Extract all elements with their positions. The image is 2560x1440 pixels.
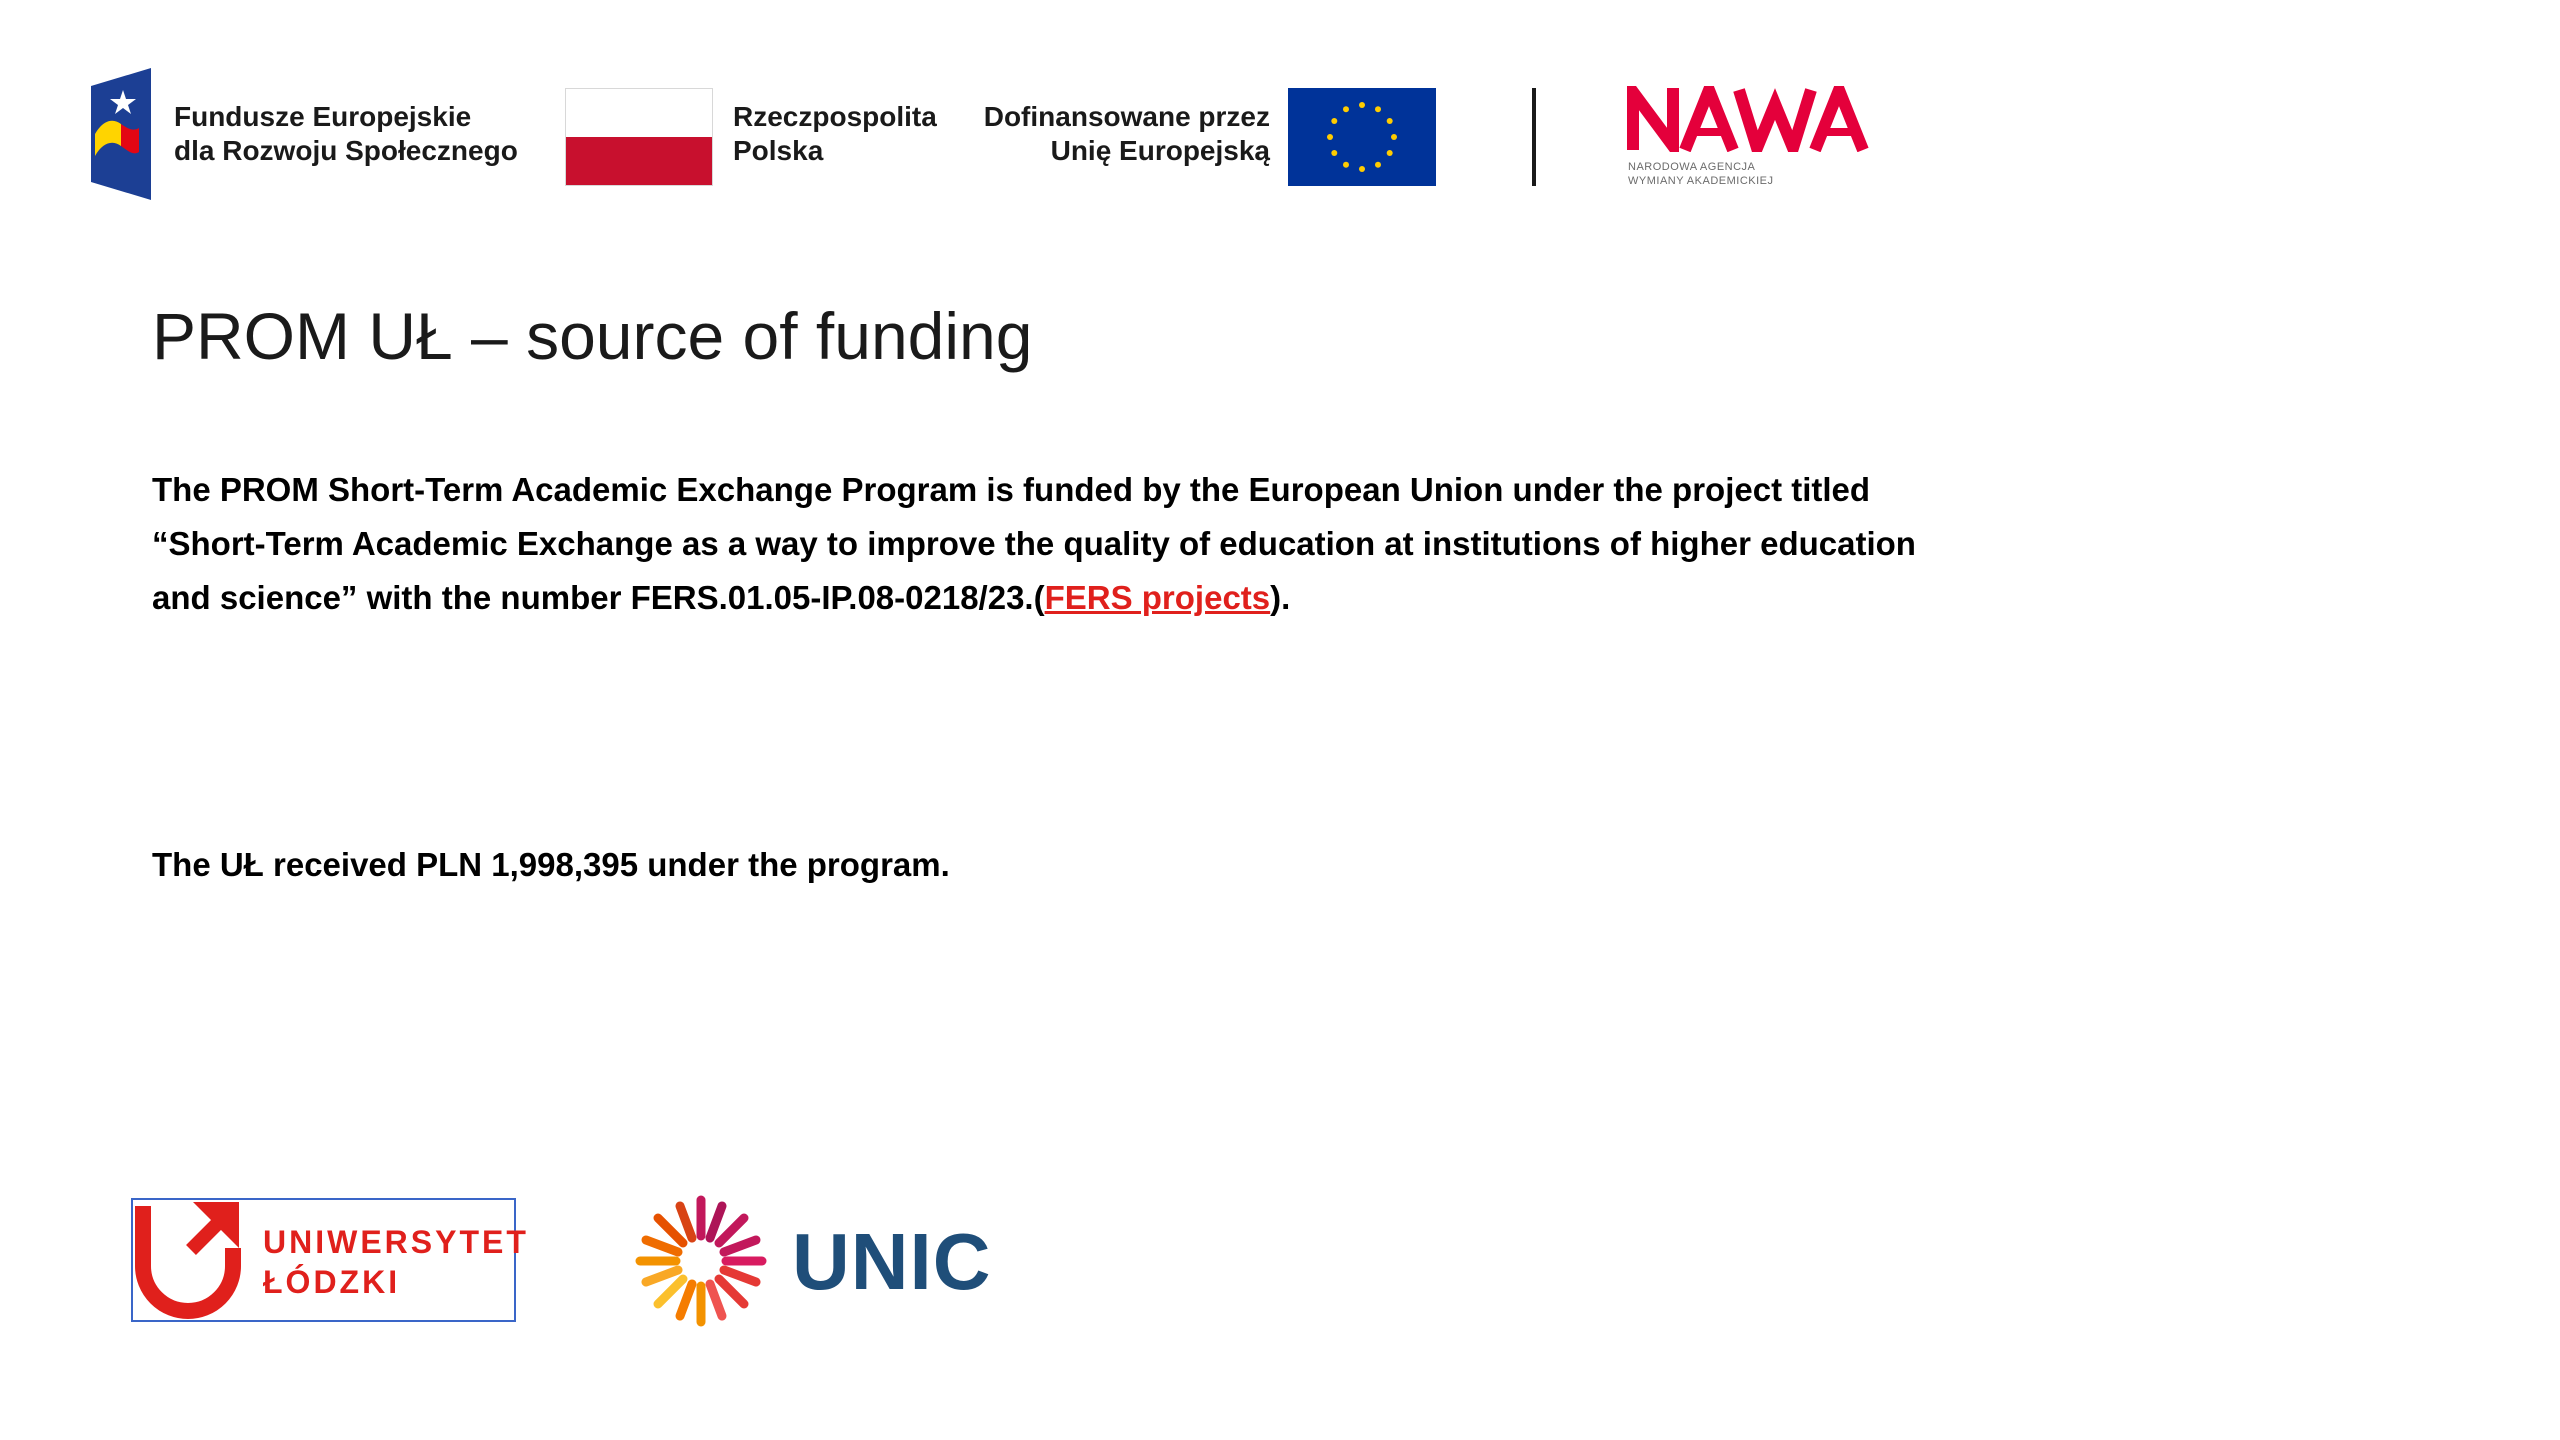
funding-paragraph-end: ). (1270, 579, 1291, 616)
nawa-logo-icon (1625, 86, 1870, 152)
funding-paragraph-text: The PROM Short-Term Academic Exchange Program is funded by the European Union under the project titled “Short-Term Academic Exchange as a way to improve the quality of education at institutions of higher education and science” with the number FERS.01.05-IP.08-0218/23.( (152, 471, 1916, 616)
fundusze-europejskie-logo-icon (85, 68, 155, 200)
polish-flag-icon (565, 88, 713, 186)
uniwersytet-lodzki-mark-icon (133, 1200, 243, 1320)
funding-paragraph (152, 463, 1952, 625)
uniwersytet-lodzki-text: UNIWERSYTET ŁÓDZKI (263, 1224, 529, 1300)
unic-sun-icon (632, 1192, 770, 1330)
eu-flag-icon (1288, 88, 1436, 186)
slide-title: PROM UŁ – source of funding (152, 299, 1033, 373)
unic-wordmark: UNIC (792, 1217, 992, 1306)
uniwersytet-lodzki-logo (131, 1198, 529, 1322)
rzeczpospolita-polska-text: Rzeczpospolita Polska (733, 101, 937, 166)
nawa-subtitle: NARODOWA AGENCJA WYMIANY AKADEMICKIEJ (1628, 161, 1774, 187)
fers-projects-link[interactable]: FERS projects (1044, 579, 1271, 616)
eu-cofinanced-text: Dofinansowane przez Unię Europejską (983, 101, 1270, 166)
logo-divider (1532, 88, 1536, 186)
fundusze-europejskie-text: Fundusze Europejskie dla Rozwoju Społecznego (174, 101, 518, 166)
funding-amount-text: The UŁ received PLN 1,998,395 under the program. (152, 846, 950, 883)
partner-logo-bar (0, 0, 2560, 210)
